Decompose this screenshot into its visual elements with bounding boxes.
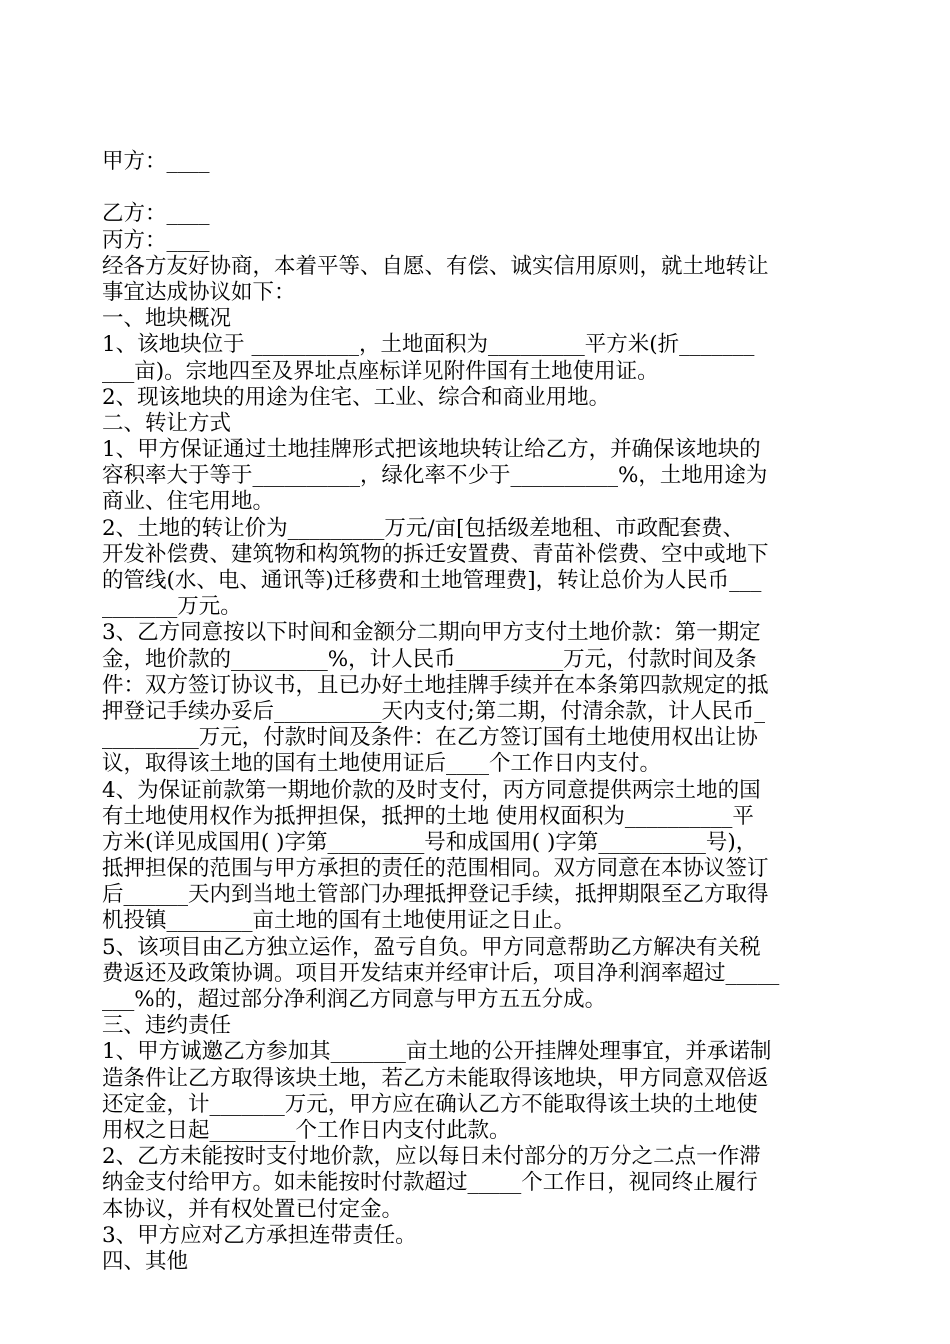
body-line: 1、甲方保证通过土地挂牌形式把该地块转让给乙方，并确保该地块的 [102,437,761,463]
party-c-line: 丙方：____ [102,227,210,253]
party-a-line: 甲方：____ [102,149,210,174]
body-line: 费返还及政策协调。项目开发结束并经审计后，项目净利润率超过_____ [102,960,780,986]
party-b-line: 乙方：____ [102,201,210,227]
body-line: 方米(详见成国用( )字第_________号和成国用( )字第__________号)， [102,829,758,855]
body-line: 件：双方签订协议书，且已办好土地挂牌手续并在本条第四款规定的抵 [102,672,769,698]
body-line: 押登记手续办妥后__________天内支付;第二期，付清余款，计人民币_ [102,698,765,724]
body-line: 3、甲方应对乙方承担连带责任。 [102,1222,417,1248]
section-heading: 四、其他 [102,1248,189,1274]
body-line: 还定金，计_______万元，甲方应在确认乙方不能取得该土块的土地使 [102,1091,758,1117]
body-line: 金，地价款的_________%，计人民币__________万元，付款时间及条 [102,646,757,672]
body-line: 1、该地块位于 __________，土地面积为_________平方米(折_______ [102,332,755,358]
body-line: 2、现该地块的用途为住宅、工业、综合和商业用地。 [102,384,611,410]
contract-document [102,149,850,1275]
body-line: 5、该项目由乙方独立运作，盈亏自负。甲方同意帮助乙方解决有关税 [102,934,761,960]
body-line: 商业、住宅用地。 [102,489,275,515]
body-line: 本协议，并有权处置已付定金。 [102,1196,404,1222]
body-line: _________万元，付款时间及条件：在乙方签订国有土地使用权出让协 [102,725,758,751]
body-line: 容积率大于等于__________，绿化率不少于__________%，土地用途为 [102,463,768,489]
section-heading: 二、转让方式 [102,410,232,436]
body-line: _______万元。 [102,594,242,620]
body-line: 纳金支付给甲方。如未能按时付款超过_____个工作日，视同终止履行 [102,1170,758,1196]
preamble-line: 事宜达成协议如下： [102,279,296,305]
section-heading: 一、地块概况 [102,306,232,332]
body-line: 2、土地的转让价为_________万元/亩[包括级差地租、市政配套费、 [102,515,745,541]
preamble-line: 经各方友好协商，本着平等、自愿、有偿、诚实信用原则，就土地转让 [102,253,769,279]
blank-gap [102,175,850,201]
body-line: 3、乙方同意按以下时间和金额分二期向甲方支付土地价款：第一期定 [102,620,761,646]
body-line: 2、乙方未能按时支付地价款，应以每日未付部分的万分之二点一作滞 [102,1144,761,1170]
body-line: ___%的，超过部分净利润乙方同意与甲方五五分成。 [102,987,607,1012]
body-line: 造条件让乙方取得该块土地，若乙方未能取得该地块，甲方同意双倍返 [102,1065,769,1091]
body-line: 用权之日起________个工作日内支付此款。 [102,1117,511,1143]
body-line: 议，取得该土地的国有土地使用证后____个工作日内支付。 [102,751,662,777]
body-line: 有土地使用权作为抵押担保，抵押的土地 使用权面积为__________平 [102,803,754,829]
body-line: 机投镇________亩土地的国有土地使用证之日止。 [102,908,576,934]
body-line: 开发补偿费、建筑物和构筑物的拆迁安置费、青苗补偿费、空中或地下 [102,541,769,567]
body-line: ___亩)。宗地四至及界址点座标详见附件国有土地使用证。 [102,358,659,384]
body-line: 1、甲方诚邀乙方参加其_______亩土地的公开挂牌处理事宜，并承诺制 [102,1039,772,1065]
section-heading: 三、违约责任 [102,1013,232,1039]
body-line: 4、为保证前款第一期地价款的及时支付，丙方同意提供两宗土地的国 [102,777,761,803]
body-line: 的管线(水、电、通讯等)迁移费和土地管理费]，转让总价为人民币___ [102,568,762,593]
body-line: 后______天内到当地土管部门办理抵押登记手续，抵押期限至乙方取得 [102,882,769,908]
body-line: 抵押担保的范围与甲方承担的责任的范围相同。双方同意在本协议签订 [102,856,769,882]
